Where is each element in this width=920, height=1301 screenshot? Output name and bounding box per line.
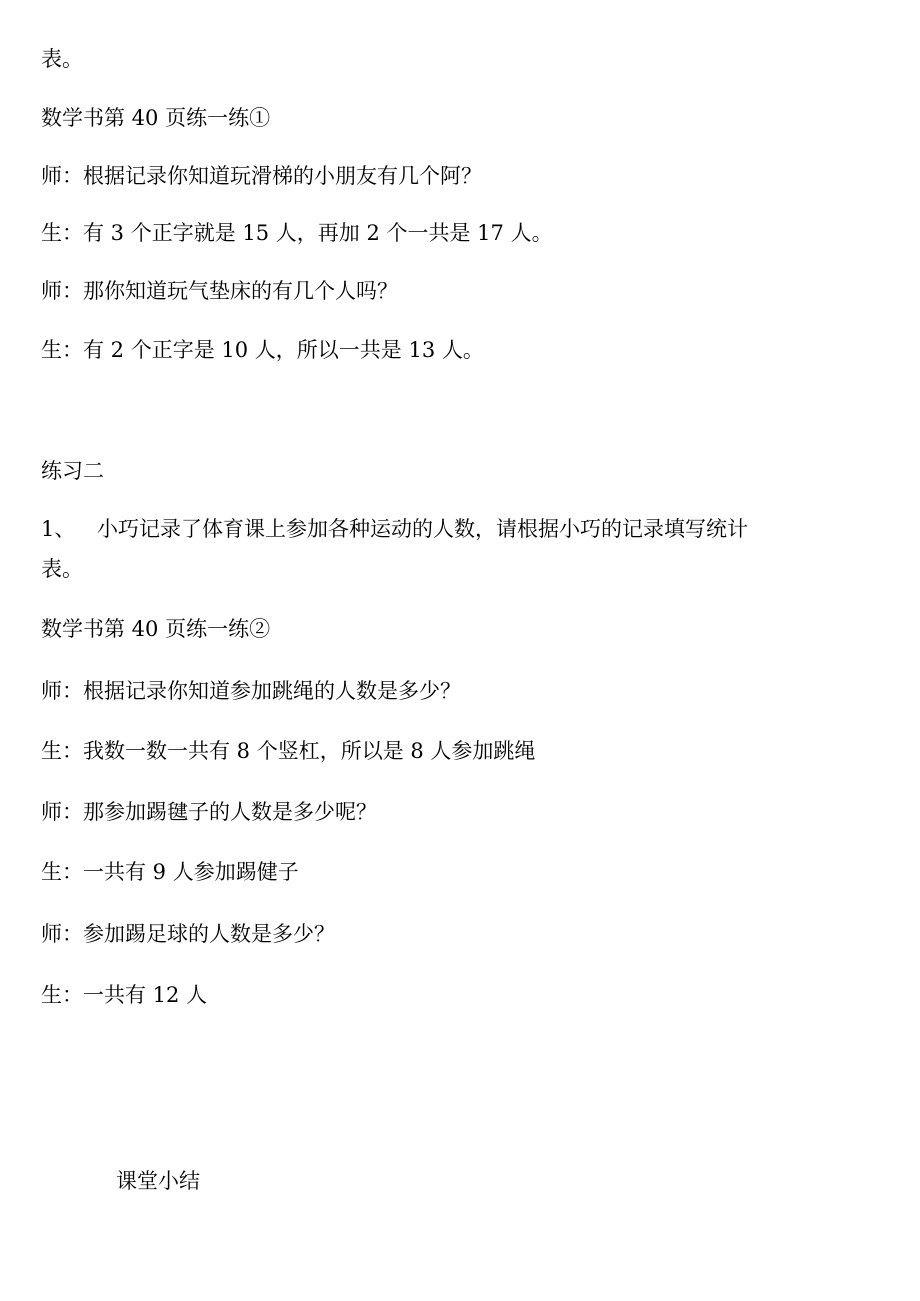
section-heading: 练习二: [41, 459, 104, 483]
item-text-continuation: 表。: [41, 557, 83, 581]
textbook-reference: 数学书第 40 页练一练①: [41, 106, 271, 130]
textbook-reference: 数学书第 40 页练一练②: [41, 617, 271, 641]
teacher-line: 师：那你知道玩气垫床的有几个人吗？: [41, 279, 398, 303]
student-line: 生：有 2 个正字是 10 人，所以一共是 13 人。: [41, 338, 484, 362]
student-line: 生：一共有 9 人参加踢健子: [41, 860, 299, 884]
teacher-line: 师：根据记录你知道参加跳绳的人数是多少？: [41, 679, 461, 703]
teacher-line: 师：根据记录你知道玩滑梯的小朋友有几个阿？: [41, 164, 482, 188]
item-number: 1、: [41, 517, 76, 541]
teacher-line: 师：那参加踢毽子的人数是多少呢？: [41, 800, 377, 824]
teacher-line: 师：参加踢足球的人数是多少？: [41, 922, 335, 946]
item-text: 小巧记录了体育课上参加各种运动的人数，请根据小巧的记录填写统计: [97, 517, 748, 541]
student-line: 生：一共有 12 人: [41, 983, 208, 1007]
student-line: 生：我数一数一共有 8 个竖杠，所以是 8 人参加跳绳: [41, 739, 536, 763]
text-line: 表。: [41, 47, 83, 71]
student-line: 生：有 3 个正字就是 15 人，再加 2 个一共是 17 人。: [41, 221, 553, 245]
exercise-item: [41, 514, 748, 544]
section-heading: 课堂小结: [116, 1169, 200, 1193]
